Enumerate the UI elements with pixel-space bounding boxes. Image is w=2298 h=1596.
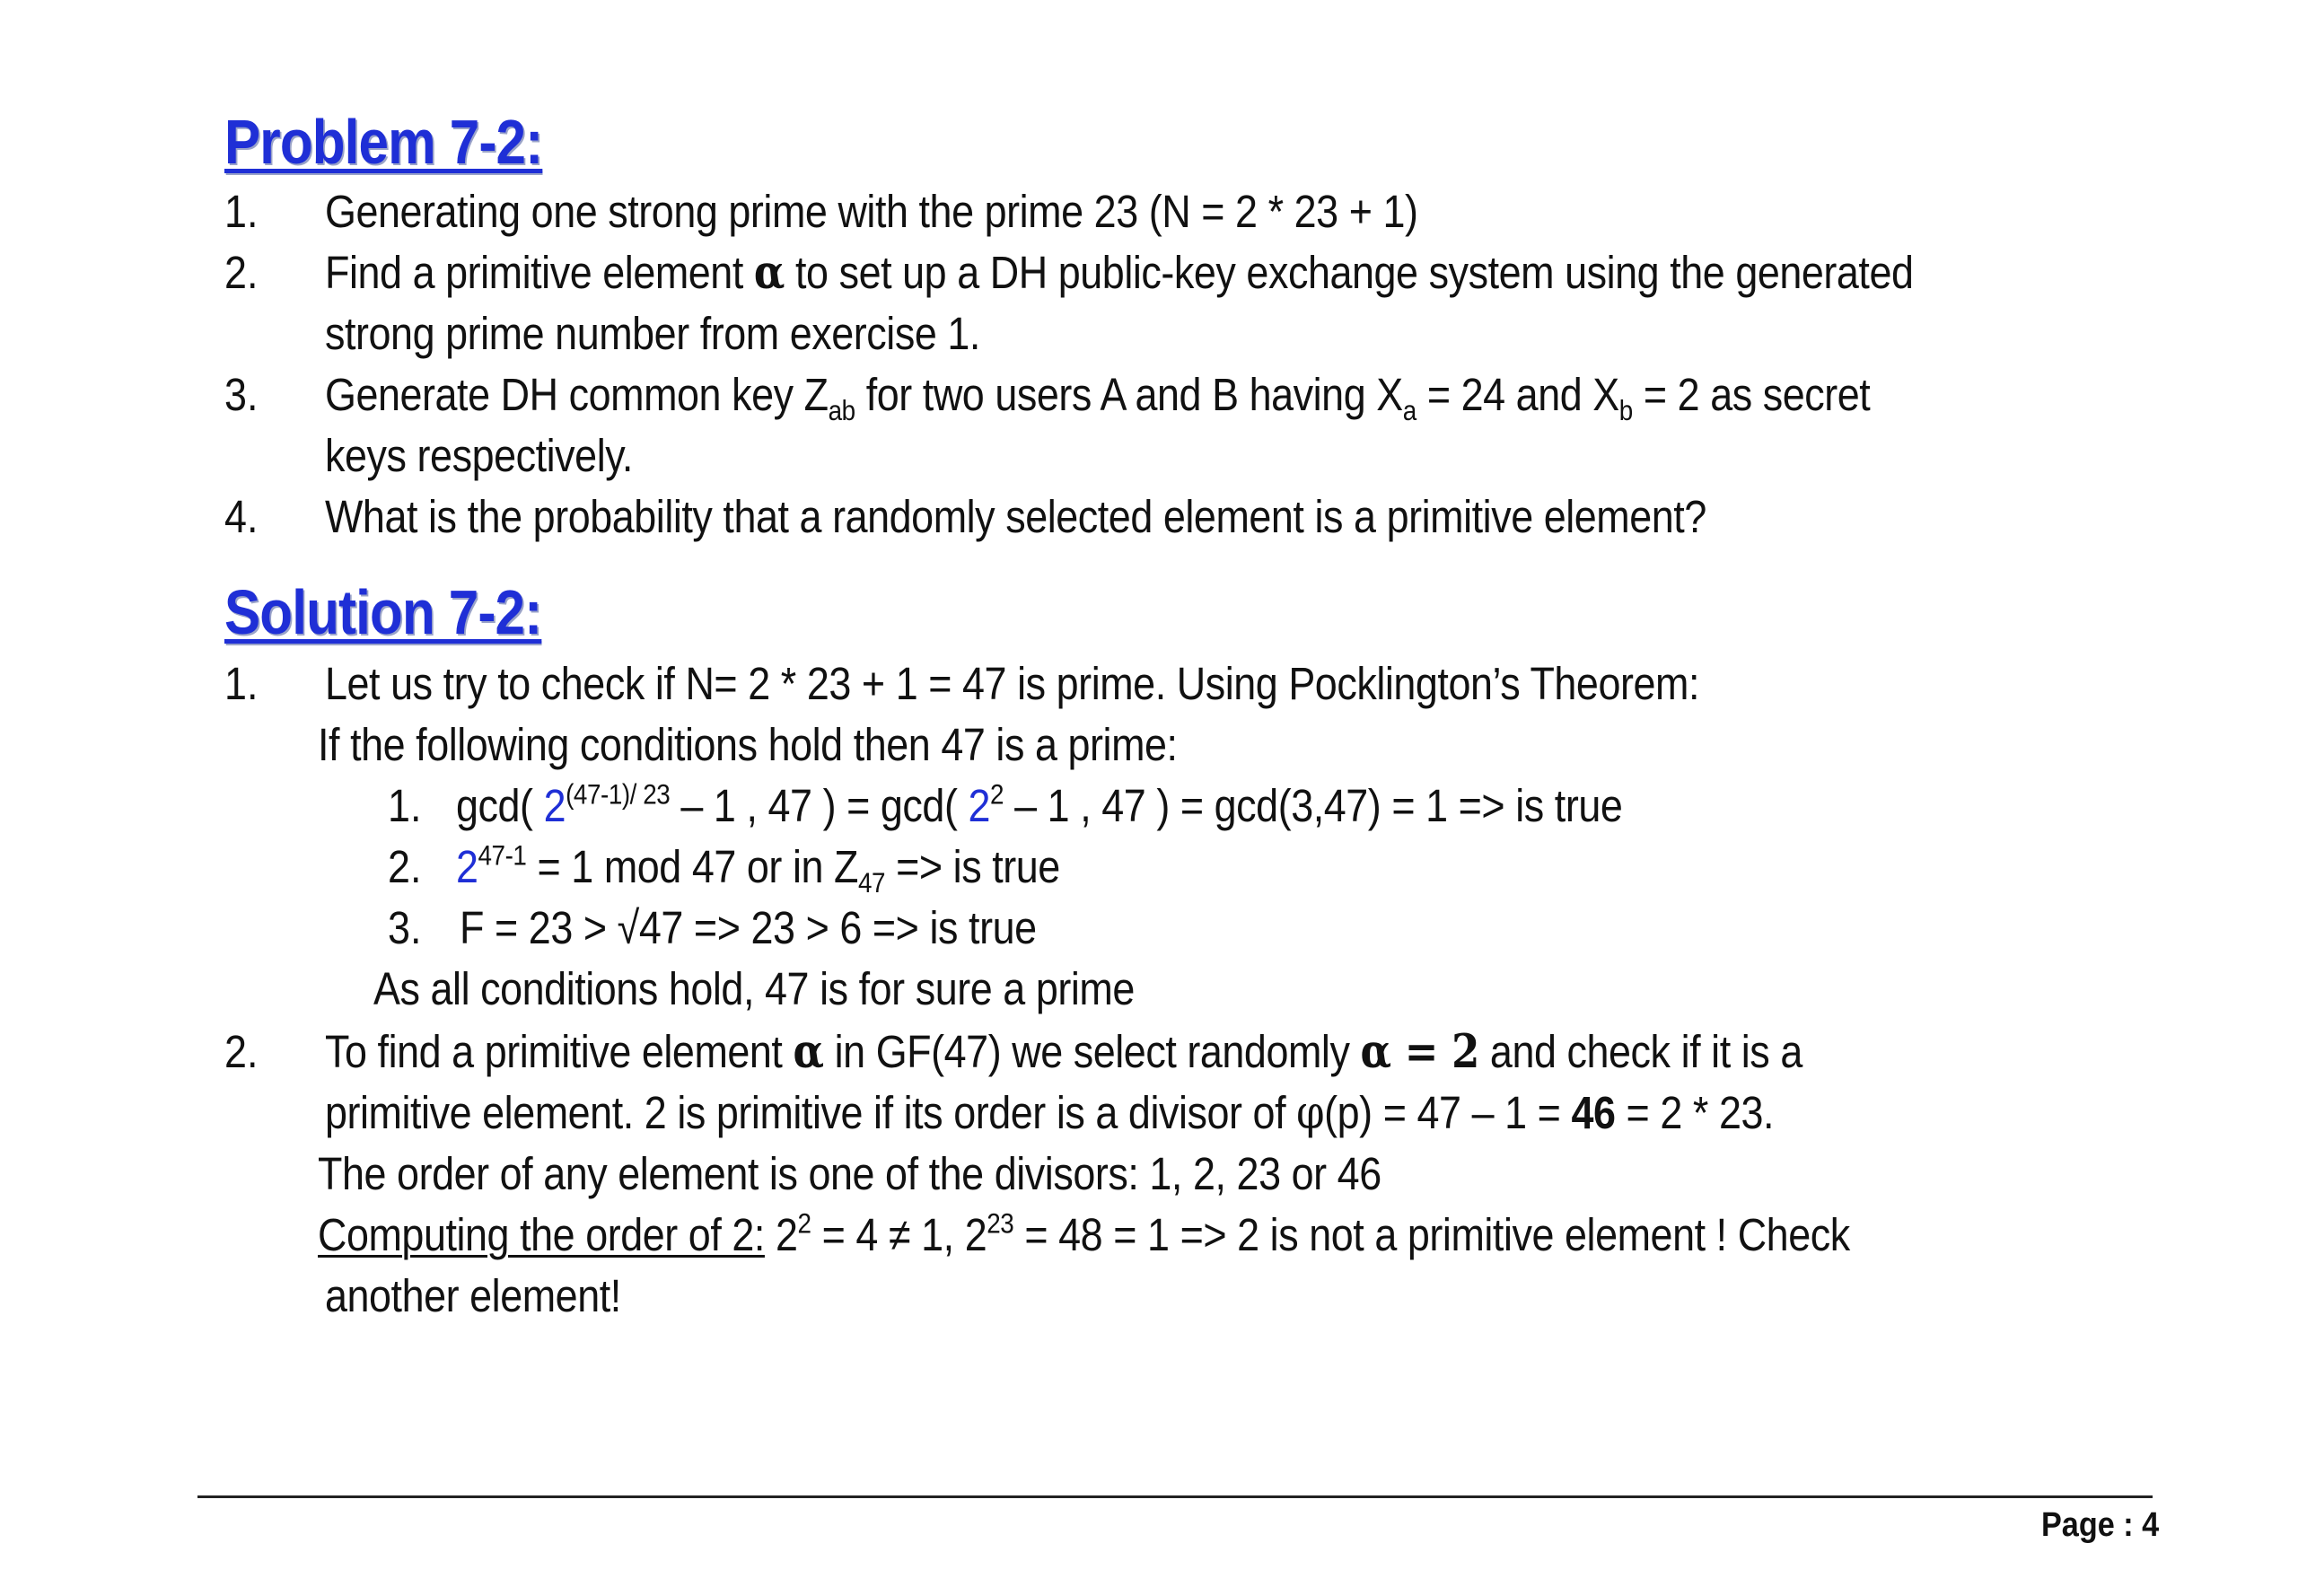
solution-item-1-conclusion: As all conditions hold, 47 is for sure a prime xyxy=(373,963,1135,1014)
condition-2-text: $2^{47-1} = 1$ mod 47 or in $Z_{47}$ => is true xyxy=(456,838,1060,899)
problem-item-3-text: Generate DH common key $Z_{ab}$ for two users A and B having $X_a = 24$ and $X_b = 2$ as secret xyxy=(325,369,1871,427)
solution-item-1-text: Let us try to check if N= 2 * 23 + 1 = 47 is prime. Using Pocklington’s Theorem: xyxy=(325,658,1699,709)
page-number: Page : 4 xyxy=(2041,1506,2160,1544)
problem-item-2-text: Find a primitive element α to set up a DH public-key exchange system using the generated xyxy=(325,246,1914,300)
problem-item-2-number: 2. xyxy=(224,247,259,298)
problem-item-1-text: Generating one strong prime with the prime 23 (N = 2 * 23 + 1) xyxy=(325,186,1418,237)
solution-item-2-text: To find a primitive element α in GF(47) we select randomly α = 2 and check if it is a xyxy=(325,1025,1802,1079)
solution-item-2-line-2: primitive element. 2 is primitive if its order is a divisor of φ(p) = 47 – 1 = 46 = 2 * 23. xyxy=(325,1087,1775,1140)
condition-1-number: 1. xyxy=(388,780,422,831)
footer-divider xyxy=(197,1495,2153,1498)
solution-heading: Solution 7-2: xyxy=(224,577,542,647)
solution-item-2-line-3: The order of any element is one of the divisors: 1, 2, 23 or 46 xyxy=(318,1148,1381,1199)
problem-item-3-continuation: keys respectively. xyxy=(325,430,633,481)
condition-1-text: gcd( $2^{(47-1)/ 23} - 1$ , 47 ) = gcd( $2^2 - 1$ , 47 ) = gcd(3,47) = 1 => is true xyxy=(456,777,1623,831)
solution-item-1-intro: If the following conditions hold then 47 is a prime: xyxy=(318,719,1178,770)
solution-item-2-line-5: another element! xyxy=(325,1270,621,1321)
solution-item-1-number: 1. xyxy=(224,658,259,709)
solution-item-2-line-4: Computing the order of 2: $2^2 = 4 \ne 1$, $2^{23} = 48 = 1 => 2$ is not a primitive element ! Check xyxy=(318,1206,1850,1260)
alpha-symbol: α xyxy=(753,246,785,300)
alpha-symbol: α xyxy=(793,1025,824,1079)
problem-item-1-number: 1. xyxy=(224,186,259,237)
problem-item-4-number: 4. xyxy=(224,491,259,542)
problem-item-3-number: 3. xyxy=(224,369,259,420)
phi-symbol: φ xyxy=(1296,1087,1325,1140)
alpha-equals-2: α = 2 xyxy=(1360,1025,1479,1079)
problem-heading: Problem 7-2: xyxy=(224,107,543,177)
problem-item-2-continuation: strong prime number from exercise 1. xyxy=(325,308,980,359)
condition-3-number: 3. xyxy=(388,902,422,953)
computing-order-label: Computing the order of 2: xyxy=(318,1209,765,1260)
condition-2-number: 2. xyxy=(388,841,422,892)
solution-item-2-number: 2. xyxy=(224,1026,259,1077)
condition-3-text: F = 23 > √47 => 23 > 6 => is true xyxy=(460,902,1037,953)
problem-item-4-text: What is the probability that a randomly selected element is a primitive element? xyxy=(325,491,1706,542)
